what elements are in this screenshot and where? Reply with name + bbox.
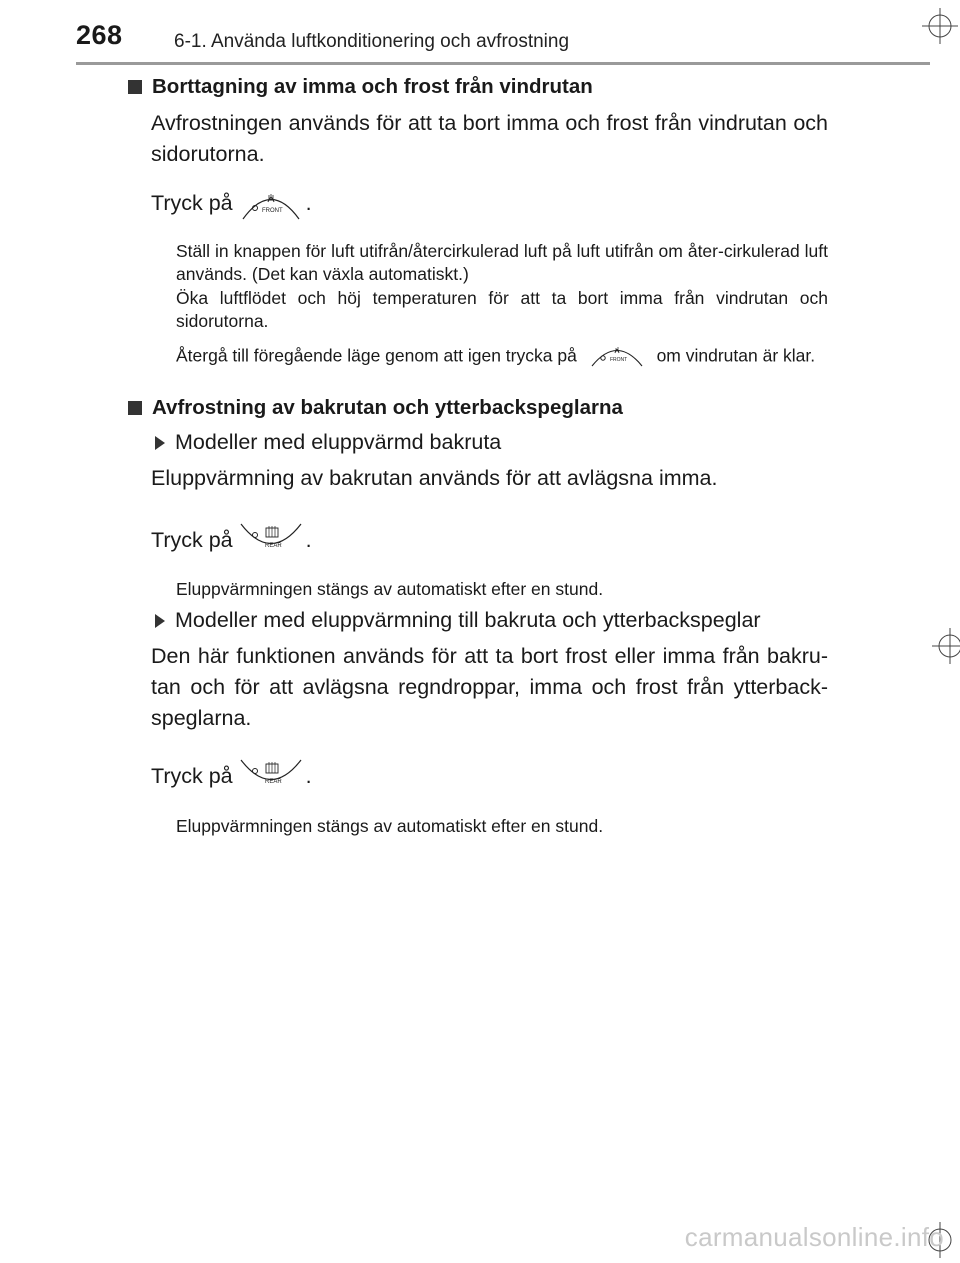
front-defroster-icon [239, 186, 303, 220]
note-text-before: Återgå till föregående läge genom att igen trycka på [176, 345, 577, 366]
body-text: Avfrostningen används för att ta bort imma och frost från vindrutan och sidorutorna. [151, 111, 828, 166]
body-text: Den här funktionen används för att ta bort frost eller imma från bakru-tan och för att avlägsna regndroppar, imma och frost från ytterback-speglarna. [151, 644, 828, 730]
crop-mark-icon [928, 626, 960, 666]
page-number: 268 [76, 20, 123, 50]
rear-button-label: REAR [264, 543, 282, 549]
press-end: . [305, 763, 312, 788]
section-heading [128, 396, 623, 420]
crop-mark-icon [918, 4, 958, 44]
press-label: Tryck på [151, 527, 233, 552]
note-text: Öka luftflödet och höj temperaturen för att ta bort imma från vindrutan och sidorutorna. [176, 288, 828, 331]
header-divider [76, 62, 930, 65]
rear-button-label: REAR [264, 779, 282, 785]
section-heading-text: Avfrostning av bakrutan och ytterbackspeglarna [152, 396, 623, 419]
chapter-title: 6-1. Använda luftkonditionering och avfrostning [174, 31, 570, 52]
subsection-title-text: Modeller med eluppvärmd bakruta [175, 430, 502, 454]
front-defroster-icon [588, 341, 646, 373]
note-text: Eluppvärmningen stängs av automatiskt efter en stund. [176, 579, 604, 599]
subsection-title [155, 608, 761, 633]
press-end: . [305, 190, 312, 215]
note-text: Ställ in knappen för luft utifrån/återcirkulerad luft på luft utifrån om åter-cirkulerad luft används. (Det kan växla automatiskt.) [176, 241, 828, 284]
press-instruction [151, 523, 312, 557]
front-button-label: FRONT [261, 208, 283, 214]
press-label: Tryck på [151, 763, 233, 788]
body-text: Eluppvärmning av bakrutan används för att avlägsna imma. [151, 466, 718, 490]
subsection-title-text: Modeller med eluppvärmning till bakruta och ytterbackspeglar [175, 608, 761, 632]
press-instruction [151, 759, 312, 793]
press-end: . [305, 527, 312, 552]
front-button-label: FRONT [609, 357, 627, 363]
triangle-bullet-icon [155, 436, 165, 450]
subsection-title [155, 430, 501, 455]
watermark: carmanualsonline.info [684, 1222, 944, 1252]
press-instruction [151, 186, 312, 220]
section-heading [128, 75, 593, 99]
press-label: Tryck på [151, 190, 233, 215]
triangle-bullet-icon [155, 614, 165, 628]
note-text-after: om vindrutan är klar. [656, 345, 816, 366]
note-text [176, 341, 828, 373]
square-bullet-icon [128, 401, 142, 415]
note-text: Eluppvärmningen stängs av automatiskt efter en stund. [176, 816, 604, 836]
rear-defroster-icon [239, 759, 303, 793]
rear-defroster-icon [239, 523, 303, 557]
square-bullet-icon [128, 80, 142, 94]
section-heading-text: Borttagning av imma och frost från vindrutan [152, 75, 593, 98]
